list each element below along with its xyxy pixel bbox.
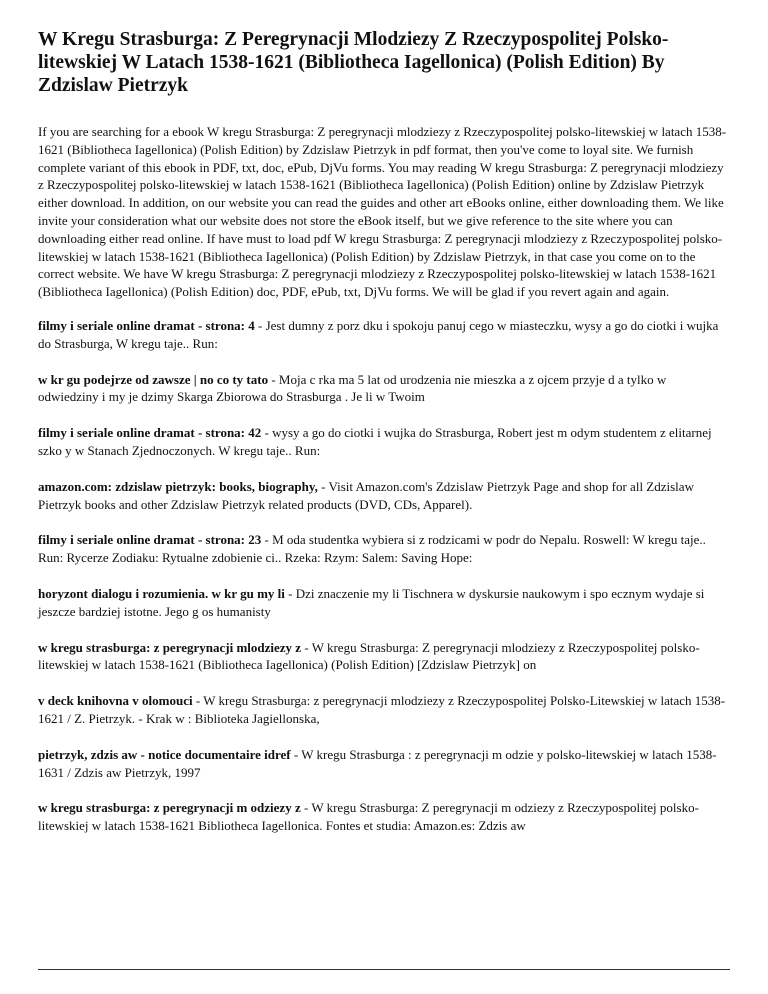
result-snippet: - Moja c rka ma 5 lat od urodzenia nie mieszka a z ojcem przyje d a tylko w odwiedziny i my je dzimy Skarga Zbiorowa do Strasburga . Je li w Twoim [38, 371, 667, 405]
result-entry [38, 424, 730, 460]
result-snippet: - wysy a go do ciotki i wujka do Strasburga, Robert jest m odym studentem z elitarnej szko y w Stanach Zjednoczonych. W kregu taje.. Run: [38, 425, 712, 458]
result-entry [38, 371, 730, 407]
result-snippet: - M oda studentka wybiera si z rodzicami w podr do Nepalu. Roswell: W kregu taje.. Run: Rycerze Zodiaku: Rytualne zdobienie ci.. Rzeka: Rzym: Salem: Saving Hope: [38, 532, 706, 566]
result-snippet: - Jest dumny z porz dku i spokoju panuj cego w miasteczku, wysy a go do ciotki i wujka do Strasburga, W kregu taje.. Run: [38, 317, 719, 351]
result-entry [38, 478, 730, 514]
result-entry [38, 317, 730, 353]
result-entry [38, 639, 730, 675]
document-title: W Kregu Strasburga: Z Peregrynacji Mlodziezy Z Rzeczypospolitej Polsko-litewskiej W Latach 1538-1621 (Bibliotheca Iagellonica) (Polish Edition) By Zdzislaw Pietrzyk [38, 29, 669, 96]
result-entry [38, 531, 730, 567]
result-entry [38, 585, 730, 621]
intro-paragraph: If you are searching for a ebook W kregu Strasburga: Z peregrynacji mlodziezy z Rzeczypospolitej polsko-litewskiej w latach 1538-1621 (Bibliotheca Iagellonica) (Polish Edition) by Zdzislaw Pietrzyk in pdf format, then you've come to loyal site. We furnish complete variant of this ebook in PDF, txt, doc, ePub, DjVu forms. You may reading W kregu Strasburga: Z peregrynacji mlodziezy z Rzeczypospolitej polsko-litewskiej w latach 1538-1621 (Bibliotheca Iagellonica) (Polish Edition) online by Zdzislaw Pietrzyk either download. In addition, on our website you can read the guides and other art eBooks online, either downloading them. We like invite your consideration what our website does not store the eBook itself, but we give reference to the site where you can downloading either read online. If have must to load pdf W kregu Strasburga: Z peregrynacji mlodziezy z Rzeczypospolitej polsko-litewskiej w latach 1538-1621 (Bibliotheca Iagellonica) (Polish Edition) by Zdzislaw Pietrzyk, in that case you come on to the correct website. We have W kregu Strasburga: Z peregrynacji mlodziezy z Rzeczypospolitej polsko-litewskiej w latach 1538-1621 (Bibliotheca Iagellonica) (Polish Edition) doc, PDF, ePub, txt, DjVu forms. We will be glad if you revert again and again. [38, 124, 727, 300]
result-snippet: - Visit Amazon.com's Zdzislaw Pietrzyk Page and shop for all Zdzislaw Pietrzyk books and other Zdzislaw Pietrzyk related products (DVD, CDs, Apparel). [38, 478, 694, 512]
result-title: filmy i seriale online dramat - strona: 42 [38, 425, 262, 441]
result-title: w kregu strasburga: z peregrynacji mlodziezy z [38, 639, 302, 655]
result-entry [38, 746, 730, 782]
result-title: filmy i seriale online dramat - strona: 4 [38, 317, 255, 333]
result-entry [38, 692, 730, 728]
result-title: w kregu strasburga: z peregrynacji m odziezy z [38, 800, 301, 816]
result-snippet: - Dzi znaczenie my li Tischnera w dyskursie naukowym i spo ecznym wydaje si jeszcze bardziej istotne. Jego g os humanisty [38, 585, 705, 619]
result-title: amazon.com: zdzislaw pietrzyk: books, biography, [38, 478, 318, 494]
document-page [38, 0, 730, 835]
result-snippet: - W kregu Strasburga: Z peregrynacji m odziezy z Rzeczypospolitej polsko-litewskiej w latach 1538-1621 Bibliotheca Iagellonica. Fontes et studia: Amazon.es: Zdzis aw [38, 800, 699, 834]
footer-divider [38, 969, 730, 970]
result-title: v deck knihovna v olomouci [38, 693, 193, 709]
result-entry [38, 799, 730, 835]
result-title: pietrzyk, zdzis aw - notice documentaire idref [38, 746, 291, 762]
result-snippet: - W kregu Strasburga: Z peregrynacji mlodziezy z Rzeczypospolitej polsko-litewskiej w latach 1538-1621 (Bibliotheca Iagellonica) (Polish Edition) [Zdzislaw Pietrzyk] on [38, 639, 700, 673]
result-snippet: - W kregu Strasburga : z peregrynacji m odzie y polsko-litewskiej w latach 1538-1631 / Zdzis aw Pietrzyk, 1997 [38, 746, 717, 780]
result-title: w kr gu podejrze od zawsze | no co ty tato [38, 371, 269, 387]
result-snippet: - W kregu Strasburga: z peregrynacji mlodziezy z Rzeczypospolitej Polsko-Litewskiej w latach 1538-1621 / Z. Pietrzyk. - Krak w : Biblioteka Jagiellonska, [38, 693, 726, 726]
result-title: filmy i seriale online dramat - strona: 23 [38, 532, 262, 548]
result-title: horyzont dialogu i rozumienia. w kr gu my li [38, 585, 285, 601]
